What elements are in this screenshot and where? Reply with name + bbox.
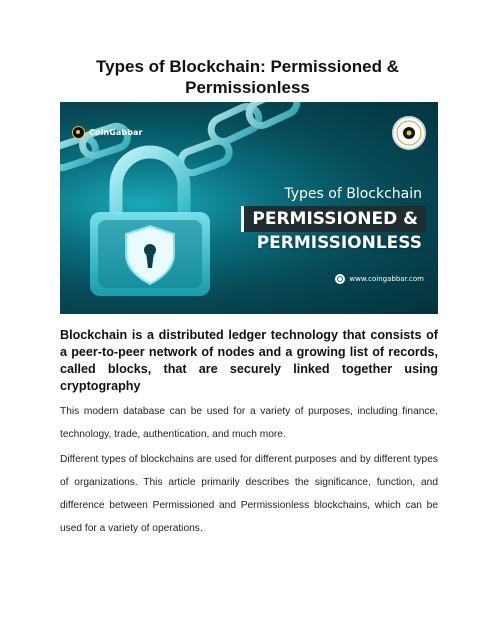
page-title: Types of Blockchain: Permissioned & Permissionless <box>96 57 399 97</box>
coin-seal-icon <box>392 116 426 150</box>
coingabbar-logo <box>72 126 143 139</box>
banner-heading: Types of Blockchain <box>284 186 422 202</box>
logo-mark <box>72 126 85 139</box>
body-paragraph-2: Different types of blockchains are used for different purposes and by different types of organizations. This article primarily describes the significance, function, and difference between Permissioned and Permissionless blockchains, which can be used for a variety of operations. <box>60 454 438 534</box>
banner-pill-permissioned: PERMISSIONED & <box>241 206 426 232</box>
globe-icon <box>335 274 345 284</box>
banner-pill-permissionless: PERMISSIONLESS <box>256 233 422 253</box>
banner-website <box>335 274 424 284</box>
logo-text: CoinGabbar <box>89 128 143 137</box>
body-paragraph-1: This modern database can be used for a variety of purposes, including finance, technology, trade, authentication, and much more. <box>60 406 438 440</box>
website-text: www.coingabbar.com <box>349 275 424 283</box>
padlock-shackle <box>116 152 184 214</box>
lead-paragraph: Blockchain is a distributed ledger technology that consists of a peer-to-peer network of nodes and a growing list of records, called blocks, that are securely linked together using cryptography <box>60 328 438 393</box>
hero-banner <box>60 102 438 314</box>
